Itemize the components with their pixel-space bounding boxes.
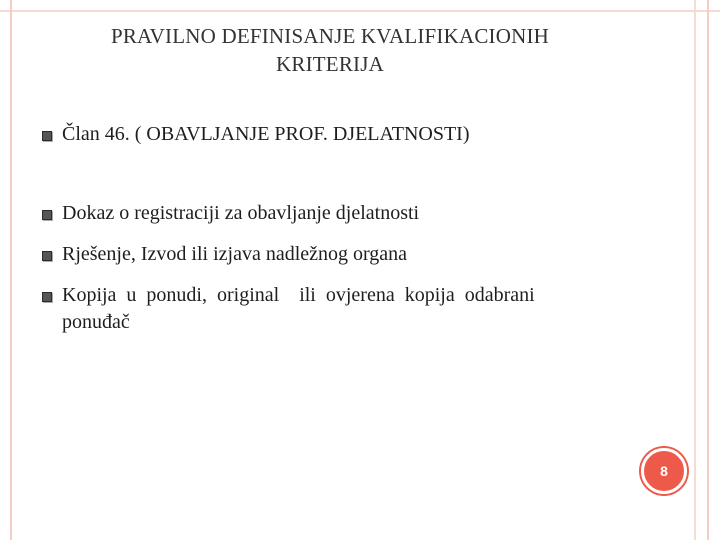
slide-title-line-1: PRAVILNO DEFINISANJE KVALIFIKACIONIH <box>110 24 550 48</box>
square-bullet-icon <box>40 121 62 148</box>
bullet-text-2: Dokaz o registraciji za obavljanje djelatnosti <box>62 202 420 224</box>
bullet-item-2 <box>40 200 660 227</box>
frame-top-line <box>0 10 720 12</box>
bullet-text-3: Rješenje, Izvod ili izjava nadležnog organa <box>62 243 408 265</box>
square-bullet-icon <box>40 200 62 227</box>
bullet-text-1: Član 46. ( OBAVLJANJE PROF. DJELATNOSTI) <box>62 123 470 145</box>
frame-left-line <box>10 0 12 540</box>
bullet-text-4-line-1: Kopija u ponudi, original ili ovjerena kopija odabrani <box>62 284 535 306</box>
bullet-item-4 <box>40 282 660 336</box>
slide-title-line-2: KRITERIJA <box>276 52 384 76</box>
bullet-text-4 <box>62 282 660 336</box>
bullet-item-3 <box>40 241 660 268</box>
square-bullet-icon <box>40 282 62 309</box>
frame-right-outer-line <box>707 0 709 540</box>
frame-right-inner-line <box>694 0 696 540</box>
page-number-badge: 8 <box>641 448 687 494</box>
bullet-item-1 <box>40 121 660 148</box>
square-bullet-icon <box>40 241 62 268</box>
slide-title <box>40 22 620 78</box>
bullet-text-4-line-2: ponuđač <box>62 311 130 333</box>
